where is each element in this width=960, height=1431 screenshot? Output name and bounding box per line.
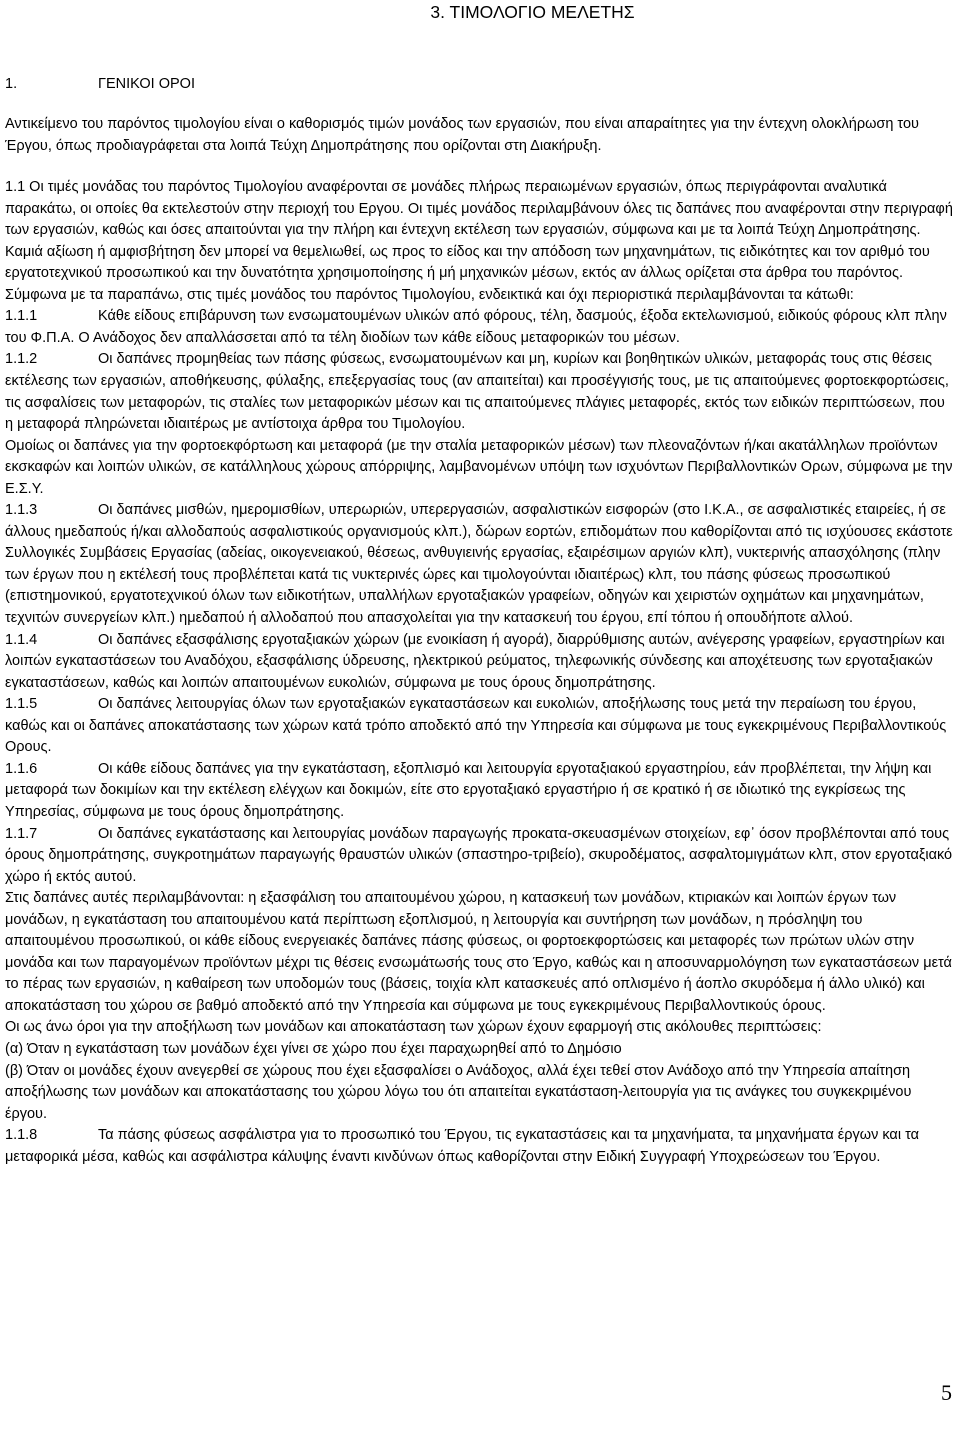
- item-1-1-7: [5, 824, 955, 889]
- similar-paragraph: Ομοίως οι δαπάνες για την φορτοεκφόρτωση και μεταφορά (με την σταλία μεταφορικών μέσων) των πλεοναζόντων ή/και ακατάλληλων προϊόντων εκσκαφών και λοιπών υλικών, σε κατάλληλους χώρους απόρριψης, λαμβανομένων υπόψη των ισχυόντων Περιβαλλοντικών Ορων, σύμφωνα με την Ε.Σ.Υ.: [5, 437, 953, 497]
- item-text: Οι κάθε είδους δαπάνες για την εγκατάσταση, εξοπλισμό και λειτουργία εργοταξιακού εργαστηρίου, εάν προβλέπεται, την λήψη και μεταφορά των δοκιμίων και την εκτέλεση ελέγχων και δοκιμών, είτε στο εργοταξιακό εργαστήριο ή σε κρατικό ή σε ιδιωτικό της εγκρίσεως της Υπηρεσίας, σύμφωνα με τους όρους δημοπράτησης.: [5, 760, 932, 820]
- item-text: Τα πάσης φύσεως ασφάλιστρα για το προσωπικό του Έργου, τις εγκαταστάσεις και τα μηχανήματα, τα μηχανήματα έργων και τα μεταφορικά μέσα, καθώς και ασφάλιστρα κάλυψης έναντι κινδύνων όπως καθορίζονται στην Ειδική Συγγραφή Υποχρεώσεων του Έργου.: [5, 1127, 919, 1165]
- item-text: Οι δαπάνες εγκατάστασης και λειτουργίας μονάδων παραγωγής προκατα-σκευασμένων στοιχείων, εφ᾽ όσον προβλέπονται από τους όρους δημοπράτησης, συγκροτημάτων παραγωγής θραυστών υλικών (σπαστηρο-τριβείο), σκυροδέματος, ασφαλτομιγμάτων κλπ, στον εργοταξιακό χώρο ή εκτός αυτού.: [5, 825, 953, 885]
- document-title-text: 3. ΤΙΜΟΛΟΓΙΟ ΜΕΛΕΤΗΣ: [430, 2, 635, 22]
- item-1-1-2: [5, 349, 955, 435]
- item-number: 1.1.6: [5, 760, 38, 777]
- conformity-paragraph: Σύμφωνα με τα παραπάνω, στις τιμές μονάδος του παρόντος Τιμολογίου, ενδεικτικά και όχι περιοριστικά περιλαμβάνονται τα κάτωθι:: [5, 286, 854, 303]
- item-number: 1.1.3: [5, 502, 38, 519]
- item-number: 1.1.7: [5, 825, 38, 842]
- case-b: (β) Όταν οι μονάδες έχουν ανεγερθεί σε χώρους που έχει εξασφαλίσει ο Ανάδοχος, αλλά έχει τεθεί στον Ανάδοχο από την Υπηρεσία απαίτηση αποξήλωσης των μονάδων και αποκατάστασης του χώρου λόγω του ότι απαιτείται εγκατάσταση-λειτουργία για τις ανάγκες του συγκεκριμένου έργου.: [5, 1062, 912, 1122]
- document-body: [5, 114, 955, 1168]
- item-number: 1.1.1: [5, 308, 38, 325]
- item-1-1-4: [5, 630, 955, 695]
- section-heading-text: ΓΕΝΙΚΟΙ ΟΡΟΙ: [98, 76, 195, 92]
- item-number: 1.1.8: [5, 1127, 38, 1144]
- item-text: Οι δαπάνες προμηθείας των πάσης φύσεως, ενσωματουμένων και μη, κυρίων και βοηθητικών υλικών, μεταφοράς τους στις θέσεις εκτέλεσης των εργασιών, αποθήκευσης, φύλαξης, επεξεργασίας τους (αν απαιτείται) και προσέγγισής τους, με τις απαιτούμενες φορτοεκφορτώσεις, τις ασφαλίσεις των μεταφορών, τις σταλίες των μεταφορικών μέσων και τις απαιτούμενες πλάγιες μεταφορές, εκτός των ειδικών περιπτώσεων, που η μεταφορά πληρώνεται ιδιαιτέρως με αντίστοιχα άρθρα του Τιμολογίου.: [5, 351, 949, 433]
- item-number: 1.1.5: [5, 696, 38, 713]
- intro-paragraph: Αντικείμενο του παρόντος τιμολογίου είναι ο καθορισμός τιμών μονάδος των εργασιών, που είναι απαραίτητες για την έντεχνη ολοκλήρωση του Έργου, όπως προδιαγράφεται στα λοιπά Τεύχη Δημοπράτησης που ορίζονται στη Διακήρυξη.: [5, 116, 919, 154]
- item-1-1-1: [5, 306, 955, 349]
- paragraph-1-1: 1.1 Οι τιμές μονάδας του παρόντος Τιμολογίου αναφέρονται σε μονάδες πλήρως περαιωμένων εργασιών, όπως περιγράφονται αναλυτικά παρακάτω, οι οποίες θα εκτελεστούν στην περιοχή του Εργου. Οι τιμές μονάδος περιλαμβάνουν όλες τις δαπάνες που αναφέρονται στην περιγραφή των εργασιών, καθώς και όσες απαιτούνται για την πλήρη και έντεχνη εκτέλεση των εργασιών, σύμφωνα και με τα λοιπά Τεύχη Δημοπράτησης.: [5, 179, 953, 239]
- item-text: Οι δαπάνες εξασφάλισης εργοταξιακών χώρων (με ενοικίαση ή αγορά), διαρρύθμισης αυτών, ανέγερσης γραφείων, εργαστηρίων και λοιπών εγκαταστάσεων του Αναδόχου, εξασφάλισης ύδρευσης, ηλεκτρικού ρεύματος, τηλεφωνικής σύνδεσης και αποχέτευσης των εργοταξιακών εγκαταστάσεων, καθώς και λοιπών απαιτουμένων ευκολιών, σύμφωνα με τους όρους δημοπράτησης.: [5, 631, 945, 691]
- claim-paragraph: Καμιά αξίωση ή αμφισβήτηση δεν μπορεί να θεμελιωθεί, ως προς το είδος και την απόδοση των μηχανημάτων, τις ειδικότητες και τον αριθμό του εργατοτεχνικού προσωπικού και την δυνατότητα χρησιμοποίησης ή μή μηχανικών μέσων, εκτός αν άλλως ορίζεται στα άρθρα του παρόντος.: [5, 243, 930, 282]
- item-text: Οι δαπάνες λειτουργίας όλων των εργοταξιακών εγκαταστάσεων και ευκολιών, αποξήλωσης τους μετά την περαίωση του έργου, καθώς και οι δαπάνες αποκατάστασης των χώρων κατά τρόπο αποδεκτό από την Υπηρεσία και σύμφωνα με τους εγκεκριμένους Περιβαλλοντικούς Ορους.: [5, 696, 947, 756]
- item-1-1-5: [5, 694, 955, 759]
- item-text: Οι δαπάνες μισθών, ημερομισθίων, υπερωριών, υπερεργασιών, ασφαλιστικών εισφορών (στο Ι.Κ.Α., σε ασφαλιστικές εταιρείες, ή σε άλλους ημεδαπούς ή/και αλλοδαπούς ασφαλιστικούς οργανισμούς κλπ.), δώρων εορτών, επιδομάτων που καθορίζονται από τις ισχύουσες εκάστοτε Συλλογικές Συμβάσεις Εργασίας (αδείας, οικογενειακού, θέσεως, ανθυγιεινής εργασίας, εξαιρέσιμων αργιών κλπ), νυκτερινής απασχόλησης (πλην των έργων που η εκτέλεσή τους προβλέπεται κατά τις νυκτερινές ώρες και τιμολογούνται ιδιαιτέρως) κλπ, του πάσης φύσεως προσωπικού (επιστημονικού, εργατοτεχνικού όλων των ειδικοτήτων, υπαλλήλων εργοταξιακών γραφείων, οδηγών και χειριστών οχημάτων και μηχανημάτων, τεχνιτών συνεργείων κλπ.) ημεδαπού ή αλλοδαπού που απασχολείται για την κατασκευή του έργου, επί τόπου ή οπουδήποτε αλλού.: [5, 502, 953, 627]
- page-number: 5: [941, 1380, 952, 1405]
- case-a: (α) Όταν η εγκατάσταση των μονάδων έχει γίνει σε χώρο που έχει παραχωρηθεί από το Δημόσιο: [5, 1040, 622, 1057]
- item-number: 1.1.2: [5, 351, 38, 368]
- item-number: 1.1.4: [5, 631, 38, 648]
- item-text: Κάθε είδους επιβάρυνση των ενσωματουμένων υλικών από φόρους, τέλη, δασμούς, έξοδα εκτελωνισμού, ειδικούς φόρους κλπ πλην του Φ.Π.Α. Ο Ανάδοχος δεν απαλλάσσεται από τα τέλη διοδίων των κάθε είδους μεταφορικών του μέσων.: [5, 308, 947, 346]
- item-1-1-3: [5, 500, 955, 629]
- section-heading: [5, 74, 195, 94]
- section-heading-number: 1.: [5, 76, 18, 92]
- item-1-1-8: [5, 1125, 955, 1168]
- cases-paragraph: Οι ως άνω όροι για την αποξήλωση των μονάδων και αποκατάσταση των χώρων έχουν εφαρμογή στις ακόλουθες περιπτώσεις:: [5, 1019, 822, 1036]
- item-1-1-6: [5, 759, 955, 824]
- inclusions-paragraph: Στις δαπάνες αυτές περιλαμβάνονται: η εξασφάλιση του απαιτουμένου χώρου, η κατασκευή των μονάδων, κτιριακών και λοιπών έργων των μονάδων, η εγκατάσταση του απαιτουμένου κατά περίπτωση εξοπλισμού, η λειτουργία και συντήρηση των μονάδων, η πρόσληψη του απαιτουμένου προσωπικού, οι κάθε είδους ενεργειακές δαπάνες πάσης φύσεως, οι φορτοεκφορτώσεις και μεταφορές των πρώτων υλών στην μονάδα και των παραγομένων προϊόντων μέχρι τις θέσεις ενσωμάτωσής τους στο Έργο, καθώς και η αποσυναρμολόγηση των εγκαταστάσεων μετά το πέρας των εργασιών, η καθαίρεση των υποδομών τους (βάσεις, τοιχία κλπ κατασκευές από οπλισμένο ή άοπλο σκυρόδεμα ή άλλο υλικό) και αποκατάσταση του χώρου σε βαθμό αποδεκτό από την Υπηρεσία και σύμφωνα με τους εγκεκριμένους Περιβαλλοντικούς όρους.: [5, 890, 952, 1014]
- document-title: [0, 0, 960, 24]
